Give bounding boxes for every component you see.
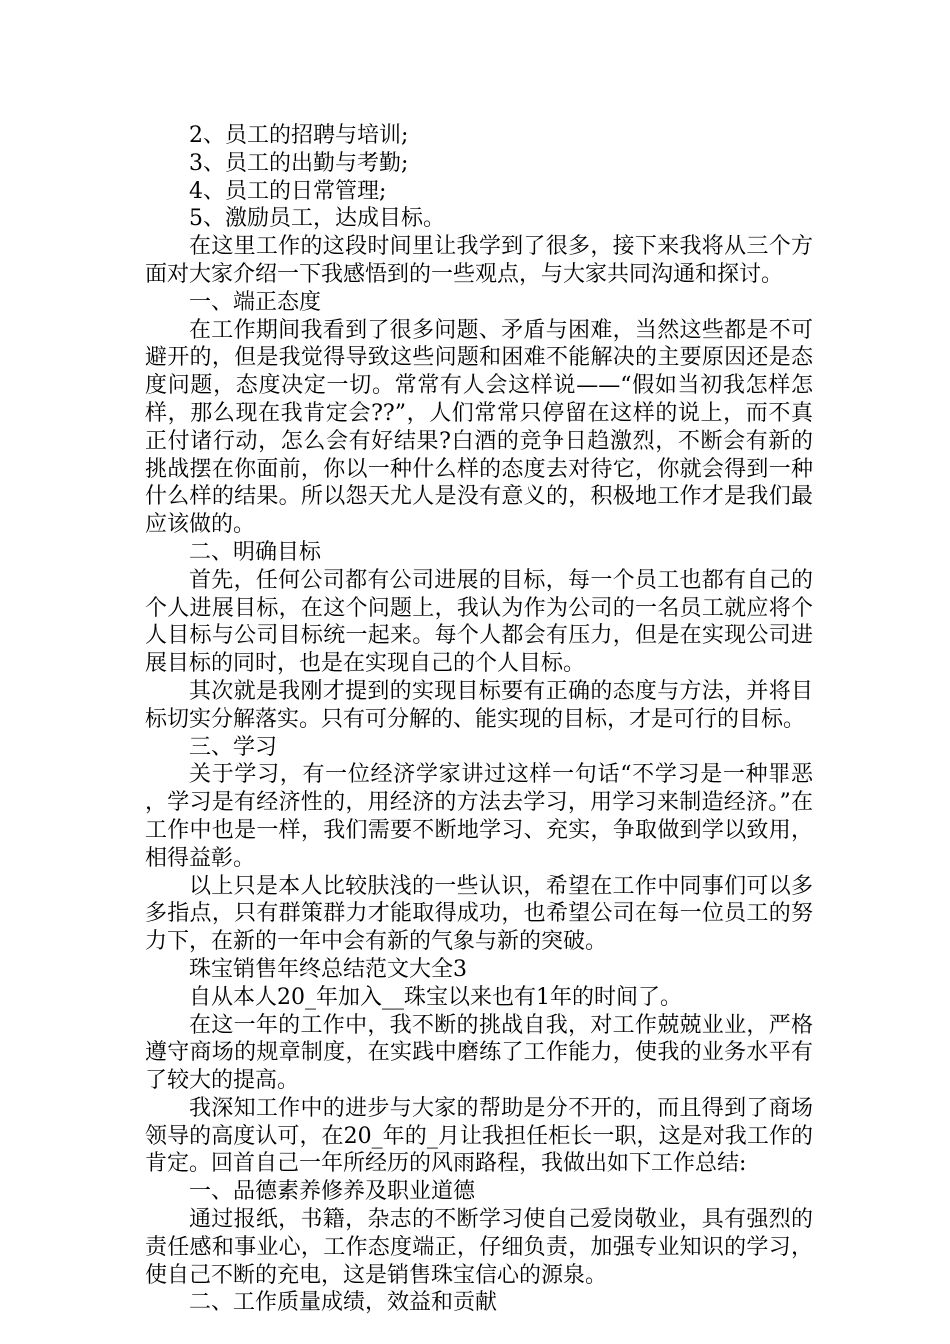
goals-paragraph-1: 首先，任何公司都有公司进展的目标，每一个员工也都有自己的个人进展目标，在这个问题上，我认为作为公司的一名员工就应将个人目标与公司目标统一起来。每个人都会有压力，但是在实现公司进展目标的同时，也是在实现自己的个人目标。 (145, 567, 813, 677)
article-title: 珠宝销售年终总结范文大全3 (189, 956, 467, 982)
document-body (145, 122, 813, 1317)
attitude-paragraph: 在工作期间我看到了很多问题、矛盾与困难，当然这些都是不可避开的，但是我觉得导致这些问题和困难不能解决的主要原因还是态度问题，态度决定一切。常常有人会这样说——“假如当初我怎样怎样，那么现在我肯定会??”，人们常常只停留在这样的说上，而不真正付诸行动，怎么会有好结果?白酒的竞争日趋激烈，不断会有新的挑战摆在你面前，你以一种什么样的态度去对待它，你就会得到一种什么样的结果。所以怨天尤人是没有意义的，积极地工作才是我们最应该做的。 (145, 317, 813, 538)
promotion-paragraph: 我深知工作中的进步与大家的帮助是分不开的，而且得到了商场领导的高度认可，在20_年的_月让我担任柜长一职，这是对我工作的肯定。回首自己一年所经历的风雨路程，我做出如下工作总结: (145, 1095, 813, 1177)
list-item-attendance: 3、员工的出勤与考勤; (189, 150, 409, 176)
section-heading-attitude: 一、端正态度 (189, 289, 322, 315)
article-intro: 自从本人20_年加入__珠宝以来也有1年的时间了。 (189, 984, 682, 1010)
learning-paragraph: 关于学习，有一位经济学家讲过这样一句话“不学习是一种罪恶，学习是有经济性的，用经济的方法去学习，用学习来制造经济。”在工作中也是一样，我们需要不断地学习、充实，争取做到学以致用，相得益彰。 (145, 762, 813, 871)
year-review-paragraph: 在这一年的工作中，我不断的挑战自我，对工作兢兢业业，严格遵守商场的规章制度，在实践中磨练了工作能力，使我的业务水平有了较大的提高。 (145, 1012, 813, 1094)
goals-paragraph-2: 其次就是我刚才提到的实现目标要有正确的态度与方法，并将目标切实分解落实。只有可分解的、能实现的目标，才是可行的目标。 (145, 678, 813, 732)
section-heading-ethics: 一、品德素养修养及职业道德 (189, 1179, 476, 1205)
intro-paragraph: 在这里工作的这段时间里让我学到了很多，接下来我将从三个方面对大家介绍一下我感悟到的一些观点，与大家共同沟通和探讨。 (145, 234, 813, 287)
section-heading-learning: 三、学习 (189, 734, 278, 760)
closing-paragraph: 以上只是本人比较肤浅的一些认识，希望在工作中同事们可以多多指点，只有群策群力才能取得成功，也希望公司在每一位员工的努力下，在新的一年中会有新的气象与新的突破。 (145, 873, 813, 955)
ethics-paragraph: 通过报纸，书籍，杂志的不断学习使自己爱岗敬业，具有强烈的责任感和事业心，工作态度端正，仔细负责，加强专业知识的学习，使自己不断的充电，这是销售珠宝信心的源泉。 (145, 1207, 813, 1288)
section-heading-goals: 二、明确目标 (189, 539, 322, 565)
list-item-motivation: 5、激励员工，达成目标。 (189, 206, 445, 232)
list-item-recruitment-training: 2、员工的招聘与培训; (189, 123, 409, 148)
section-heading-quality: 二、工作质量成绩，效益和贡献 (189, 1290, 498, 1316)
list-item-daily-management: 4、员工的日常管理; (189, 178, 387, 204)
